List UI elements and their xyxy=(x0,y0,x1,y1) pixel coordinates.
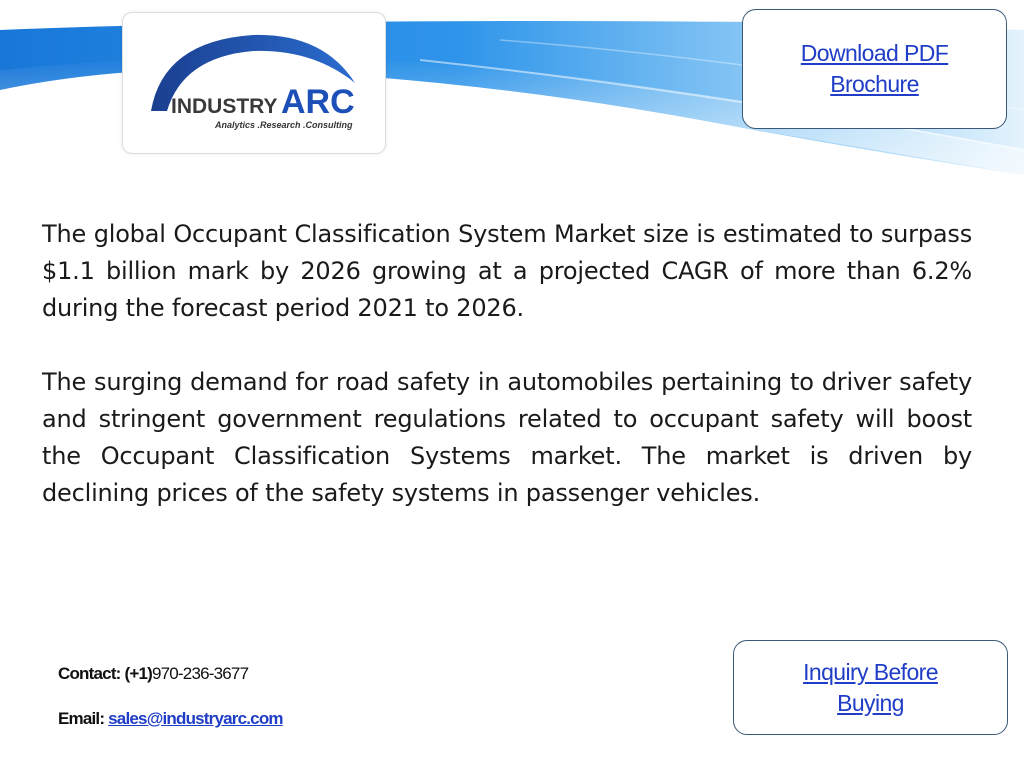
email-label: Email: xyxy=(58,709,105,728)
paragraph-market-size: The global Occupant Classification System Market size is estimated to surpass $1.1 billion mark by 2026 growing at a projected CAGR of more than 6.2% during the forecast period 2021 to 2026. xyxy=(42,220,972,322)
download-pdf-brochure-link[interactable]: Download PDF Brochure xyxy=(800,40,949,97)
inquiry-box xyxy=(733,640,1008,735)
logo-brand-part2: ARC xyxy=(281,83,355,121)
inquiry-before-buying-link[interactable]: Inquiry Before Buying xyxy=(803,658,938,716)
contact-phone: 970-236-3677 xyxy=(151,664,249,683)
paragraph-market-drivers: The surging demand for road safety in automobiles pertaining to driver safety and stringent government regulations related to occupant safety will boost the Occupant Classification Systems market. The market is driven by declining prices of the safety systems in passenger vehicles. xyxy=(42,368,972,507)
contact-line xyxy=(58,664,248,684)
contact-label: Contact: (+1) xyxy=(58,664,152,683)
download-pdf-box xyxy=(742,9,1007,129)
logo-brand-part1: INDUSTRY xyxy=(171,95,278,118)
main-content xyxy=(42,216,972,512)
email-link[interactable]: sales@industryarc.com xyxy=(108,709,283,728)
email-line xyxy=(58,709,283,729)
logo-tagline: Analytics .Research .Consulting xyxy=(215,120,353,130)
industryarc-logo-icon xyxy=(123,13,385,153)
company-logo xyxy=(122,12,386,154)
